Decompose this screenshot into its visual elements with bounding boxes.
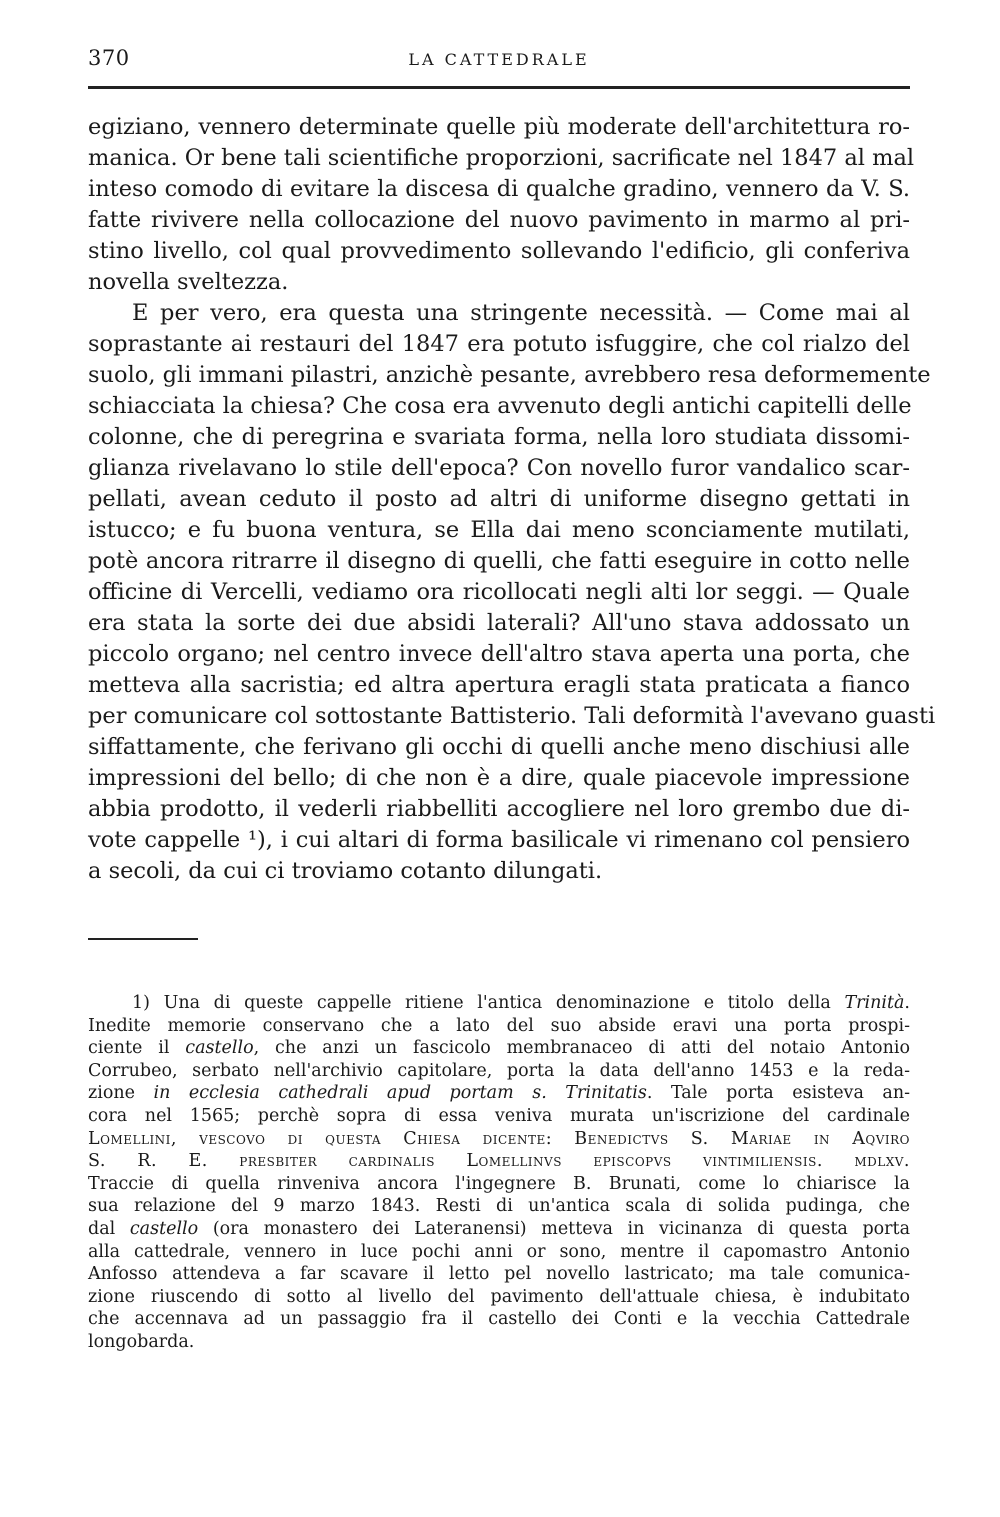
text-line: fatte rivivere nella collocazione del nuovo pavimento in marmo al pri- xyxy=(88,207,910,233)
text-line: abbia prodotto, il vederli riabbelliti accogliere nel loro grembo due di- xyxy=(88,796,910,822)
text-line: piccolo organo; nel centro invece dell'altro stava aperta una porta, che xyxy=(88,641,910,667)
footnote-text: cora nel 1565; perchè sopra di essa veniva murata un'iscrizione del cardinale xyxy=(88,1105,910,1126)
footnote-text: . Tale porta esisteva an- xyxy=(646,1083,911,1104)
footnote-line xyxy=(88,1150,910,1173)
footnote-text: che accennava ad un passaggio fra il castello dei Conti e la vecchia Cattedrale xyxy=(88,1309,910,1330)
footnote-line xyxy=(88,1173,910,1196)
header-rule xyxy=(88,86,910,89)
footnote-text: , che anzi un fascicolo membranaceo di atti del notaio Antonio xyxy=(253,1038,910,1059)
footnote-text: longobarda. xyxy=(88,1331,195,1352)
text-line: siffattamente, che ferivano gli occhi di quelli anche meno dischiusi alle xyxy=(88,734,910,760)
text-line: novella sveltezza. xyxy=(88,269,289,295)
footnote xyxy=(88,992,910,1354)
main-text xyxy=(88,112,936,887)
footnote-text: zione riuscendo di sotto al livello del pavimento dell'attuale chiesa, è indubitato xyxy=(88,1286,910,1307)
text-line: per comunicare col sottostante Battisterio. Tali deformità l'avevano guasti xyxy=(88,703,936,729)
footnote-text: Corrubeo, serbato nell'archivio capitolare, porta la data dell'anno 1453 e la reda- xyxy=(88,1060,910,1081)
footnote-line xyxy=(88,1331,910,1354)
footnote-text: Lomellini, vescovo di questa Chiesa dicente: Benedictvs S. Mariae in Aqviro xyxy=(88,1128,910,1149)
footnote-line xyxy=(88,1263,910,1286)
text-line: schiacciata la chiesa? Che cosa era avvenuto degli antichi capitelli delle xyxy=(88,393,912,419)
page-header xyxy=(88,40,910,80)
text-line: egiziano, vennero determinate quelle più moderate dell'architettura ro- xyxy=(88,114,910,140)
text-line: suolo, gli immani pilastri, anzichè pesante, avrebbero resa deformemente xyxy=(88,362,931,388)
footnote-line xyxy=(88,1218,910,1241)
footnote-line xyxy=(88,992,910,1015)
text-line: stino livello, col qual provvedimento sollevando l'edificio, gli conferiva xyxy=(88,238,910,264)
footnote-line xyxy=(88,1286,910,1309)
text-line: glianza rivelavano lo stile dell'epoca? Con novello furor vandalico scar- xyxy=(88,455,910,481)
footnote-text: (ora monastero dei Lateranensi) metteva in vicinanza di questa porta xyxy=(198,1218,911,1239)
text-line: potè ancora ritrarre il disegno di quelli, che fatti eseguire in cotto nelle xyxy=(88,548,910,574)
footnote-separator xyxy=(88,938,198,940)
text-line: vote cappelle ¹), i cui altari di forma basilicale vi rimenano col pensiero xyxy=(88,827,910,853)
text-line: era stata la sorte dei due absidi laterali? All'uno stava addossato un xyxy=(88,610,910,636)
text-line: inteso comodo di evitare la discesa di qualche gradino, vennero da V. S. xyxy=(88,176,910,202)
footnote-text: Inedite memorie conservano che a lato del suo abside eravi una porta prospi- xyxy=(88,1015,910,1036)
footnote-line xyxy=(88,1128,910,1151)
footnote-text: sua relazione del 9 marzo 1843. Resti di un'antica scala di solida pudinga, che xyxy=(88,1196,910,1217)
italic-text: castello xyxy=(185,1038,254,1059)
footnote-text: zione xyxy=(88,1083,154,1104)
text-line: officine di Vercelli, vediamo ora ricollocati negli alti lor seggi. — Quale xyxy=(88,579,910,605)
italic-text: in ecclesia cathedrali apud portam s. Trinitatis xyxy=(153,1083,647,1104)
italic-text: castello xyxy=(129,1218,199,1239)
text-line: impressioni del bello; di che non è a dire, quale piacevole impressione xyxy=(88,765,910,791)
footnote-line xyxy=(88,1241,910,1264)
footnote-text: alla cattedrale, vennero in luce pochi anni or sono, mentre il capomastro Antonio xyxy=(88,1241,910,1262)
text-line: E per vero, era questa una stringente necessità. — Come mai al xyxy=(132,300,910,326)
footnote-line xyxy=(88,1082,910,1105)
text-line: metteva alla sacristia; ed altra apertura eragli stata praticata a fianco xyxy=(88,672,910,698)
footnote-text: ciente il xyxy=(88,1038,186,1059)
footnote-text: Traccie di quella rinveniva ancora l'ingegnere B. Brunati, come lo chiarisce la xyxy=(88,1173,910,1194)
footnote-line xyxy=(88,1105,910,1128)
footnote-line xyxy=(88,1308,910,1331)
footnote-line xyxy=(88,1195,910,1218)
footnote-text: S. R. E. presbiter cardinalis Lomellinvs episcopvs vintimiliensis. mdlxv. xyxy=(88,1151,910,1172)
text-line: manica. Or bene tali scientifiche proporzioni, sacrificate nel 1847 al mal xyxy=(88,145,915,171)
text-line: a secoli, da cui ci troviamo cotanto dilungati. xyxy=(88,858,603,884)
footnote-line xyxy=(88,1015,910,1038)
footnote-text: . xyxy=(904,993,910,1013)
text-line: colonne, che di peregrina e svariata forma, nella loro studiata dissomi- xyxy=(88,424,910,450)
footnote-text: 1) Una di queste cappelle ritiene l'antica denominazione e titolo della xyxy=(132,993,845,1013)
running-title: LA CATTEDRALE xyxy=(408,50,590,69)
text-line: pellati, avean ceduto il posto ad altri di uniforme disegno gettati in xyxy=(88,486,910,512)
footnote-line xyxy=(88,1060,910,1083)
footnote-text: Anfosso attendeva a far scavare il letto pel novello lastricato; ma tale comunica- xyxy=(88,1264,910,1285)
italic-text: Trinità xyxy=(844,993,905,1013)
page-number: 370 xyxy=(88,46,130,70)
footnote-line xyxy=(88,1037,910,1060)
text-line: istucco; e fu buona ventura, se Ella dai meno sconciamente mutilati, xyxy=(88,517,910,543)
footnote-text: dal xyxy=(88,1218,130,1239)
text-line: soprastante ai restauri del 1847 era potuto isfuggire, che col rialzo del xyxy=(88,331,910,357)
